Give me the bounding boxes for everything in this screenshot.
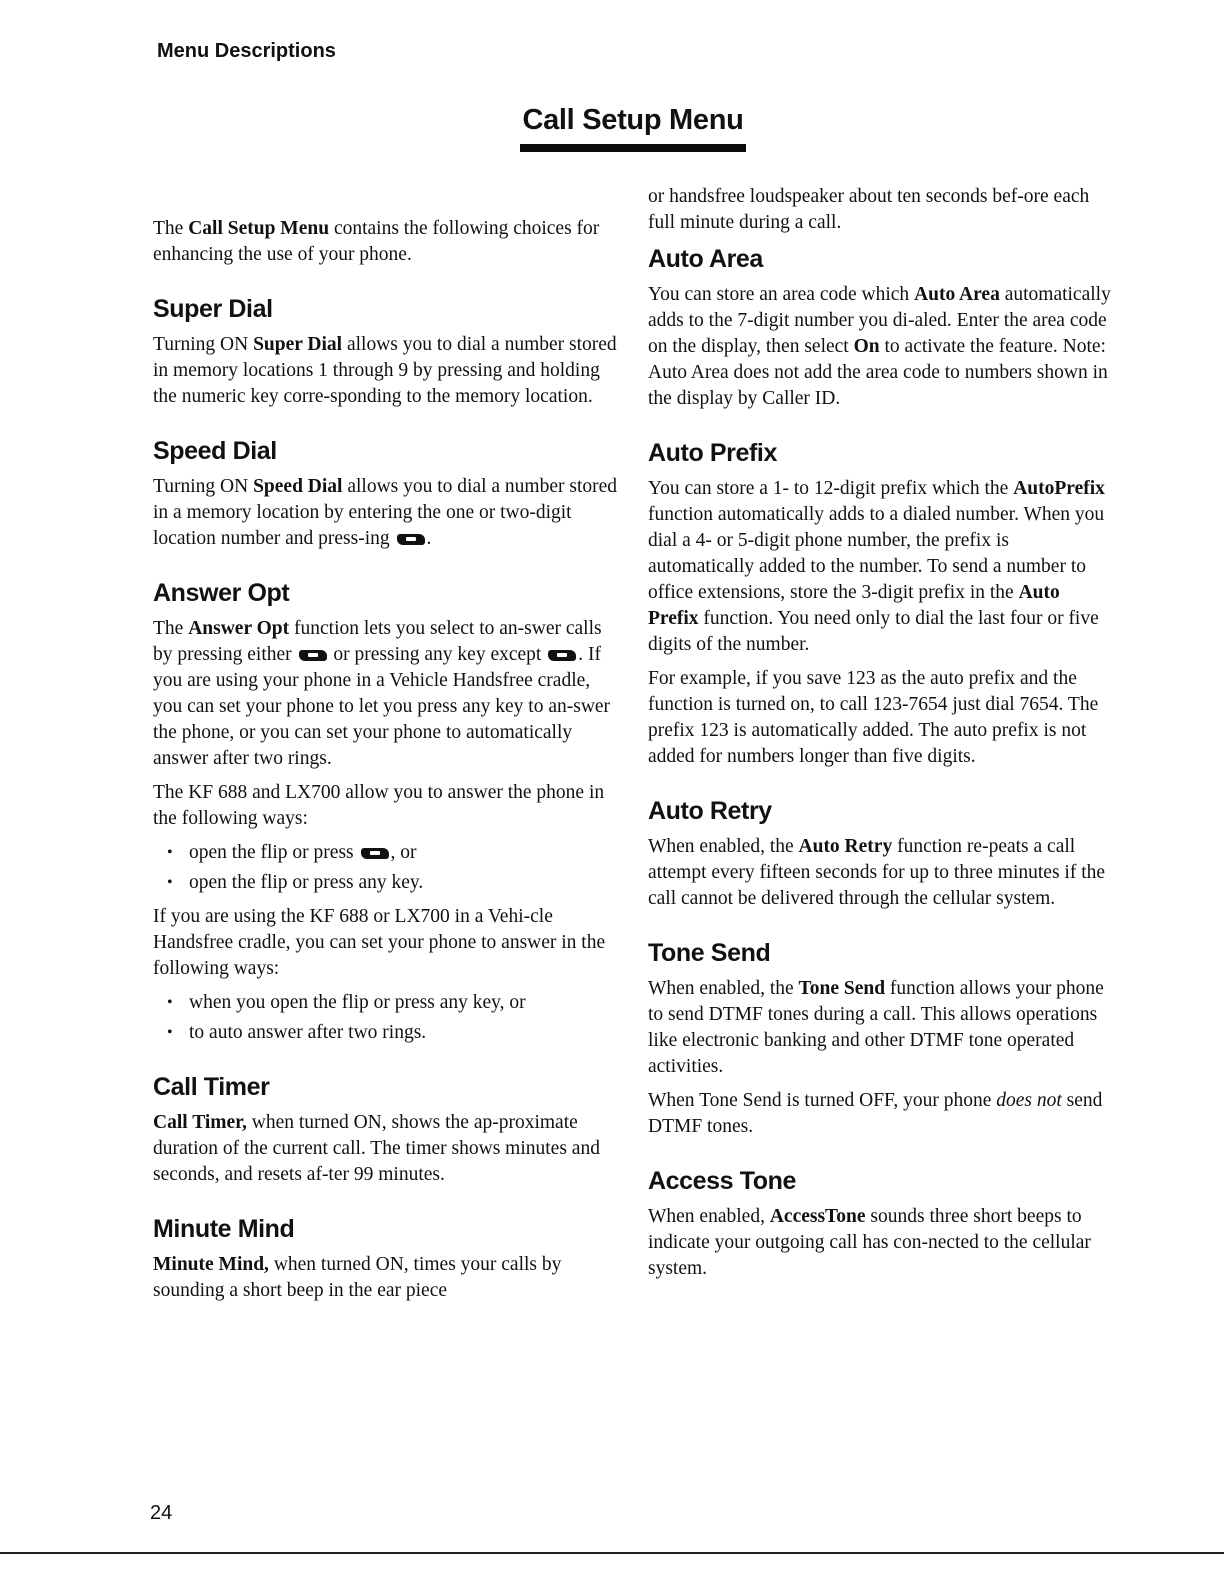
no-key-icon: [548, 650, 576, 661]
speed-dial-text: Turning ON Speed Dial allows you to dial a number stored in a memory location by entering the one or two-digit location number and press-ing .: [153, 476, 618, 549]
list-item: • when you open the flip or press any key, or: [161, 990, 623, 1016]
left-column: [153, 216, 623, 1312]
page-title: Call Setup Menu: [522, 104, 744, 136]
tone-send-heading: Tone Send: [648, 939, 771, 967]
call-timer-text: Call Timer, when turned ON, shows the ap-proximate duration of the current call. The timer shows minutes and seconds, and resets af-ter 99 minutes.: [153, 1112, 600, 1185]
auto-area-text: You can store an area code which Auto Area automatically adds to the 7-digit number you di-aled. Enter the area code on the display, then select On to activate the feature. Note: Auto Area does not add the area code to numbers shown in the display by Caller ID.: [648, 284, 1111, 409]
yes-key-icon: [299, 650, 327, 661]
answer-ways-list: [161, 840, 623, 896]
auto-retry-text: When enabled, the Auto Retry function re-peats a call attempt every fifteen seconds for up to three minutes if the call cannot be delivered through the cellular system.: [648, 836, 1106, 909]
list-item: • to auto answer after two rings.: [161, 1020, 623, 1046]
access-tone-text: When enabled, AccessTone sounds three short beeps to indicate your outgoing call has con-nected to the cellular system.: [648, 1206, 1091, 1279]
tone-send-text: When enabled, the Tone Send function allows your phone to send DTMF tones during a call. This allows operations like electronic banking and other DTMF tone operated activities.: [648, 978, 1104, 1077]
auto-prefix-example: For example, if you save 123 as the auto prefix and the function is turned on, to call 123-7654 just dial 7654. The prefix 123 is automatically added. The auto prefix is not added for numbers longer than five digits.: [648, 668, 1099, 767]
right-column: [648, 184, 1113, 1290]
minute-mind-continued: or handsfree loudspeaker about ten seconds bef-ore each full minute during a call.: [648, 186, 1090, 233]
running-head: Menu Descriptions: [157, 40, 336, 62]
auto-prefix-heading: Auto Prefix: [648, 439, 777, 467]
super-dial-heading: Super Dial: [153, 295, 273, 323]
list-item: • open the flip or press , or: [161, 840, 623, 866]
tone-send-off-text: When Tone Send is turned OFF, your phone does not send DTMF tones.: [648, 1090, 1103, 1137]
answer-opt-models-text: The KF 688 and LX700 allow you to answer the phone in the following ways:: [153, 782, 605, 829]
auto-retry-heading: Auto Retry: [648, 797, 772, 825]
yes-key-icon: [361, 848, 389, 859]
title-block: [520, 104, 746, 137]
auto-area-heading: Auto Area: [648, 245, 763, 273]
intro-paragraph: The Call Setup Menu contains the following choices for enhancing the use of your phone.: [153, 218, 600, 265]
minute-mind-text: Minute Mind, when turned ON, times your calls by sounding a short beep in the ear piece: [153, 1254, 562, 1301]
page-number: 24: [150, 1502, 173, 1524]
auto-prefix-text: You can store a 1- to 12-digit prefix which the AutoPrefix function automatically adds to a dialed number. When you dial a 4- or 5-digit phone number, the prefix is automatically added to the number. To send a number to office extensions, store the 3-digit prefix in the Auto Prefix function. You need only to dial the last four or five digits of the number.: [648, 478, 1105, 655]
call-timer-heading: Call Timer: [153, 1073, 270, 1101]
footer-rule: [0, 1552, 1224, 1554]
minute-mind-heading: Minute Mind: [153, 1215, 295, 1243]
access-tone-heading: Access Tone: [648, 1167, 796, 1195]
title-underline: [520, 144, 746, 152]
answer-opt-cradle-text: If you are using the KF 688 or LX700 in a Vehi-cle Handsfree cradle, you can set your phone to answer in the following ways:: [153, 906, 606, 979]
list-item: • open the flip or press any key.: [161, 870, 623, 896]
cradle-answer-list: [161, 990, 623, 1046]
super-dial-text: Turning ON Super Dial allows you to dial a number stored in memory locations 1 through 9 by pressing and holding the numeric key corre-sponding to the memory location.: [153, 334, 617, 407]
yes-key-icon: [397, 534, 425, 545]
answer-opt-text: The Answer Opt function lets you select to an-swer calls by pressing either or pressing any key except . If you are using your phone in a Vehicle Handsfree cradle, you can set your phone to let you press any key to an-swer the phone, or you can set your phone to automatically answer after two rings.: [153, 618, 611, 769]
answer-opt-heading: Answer Opt: [153, 579, 290, 607]
speed-dial-heading: Speed Dial: [153, 437, 277, 465]
